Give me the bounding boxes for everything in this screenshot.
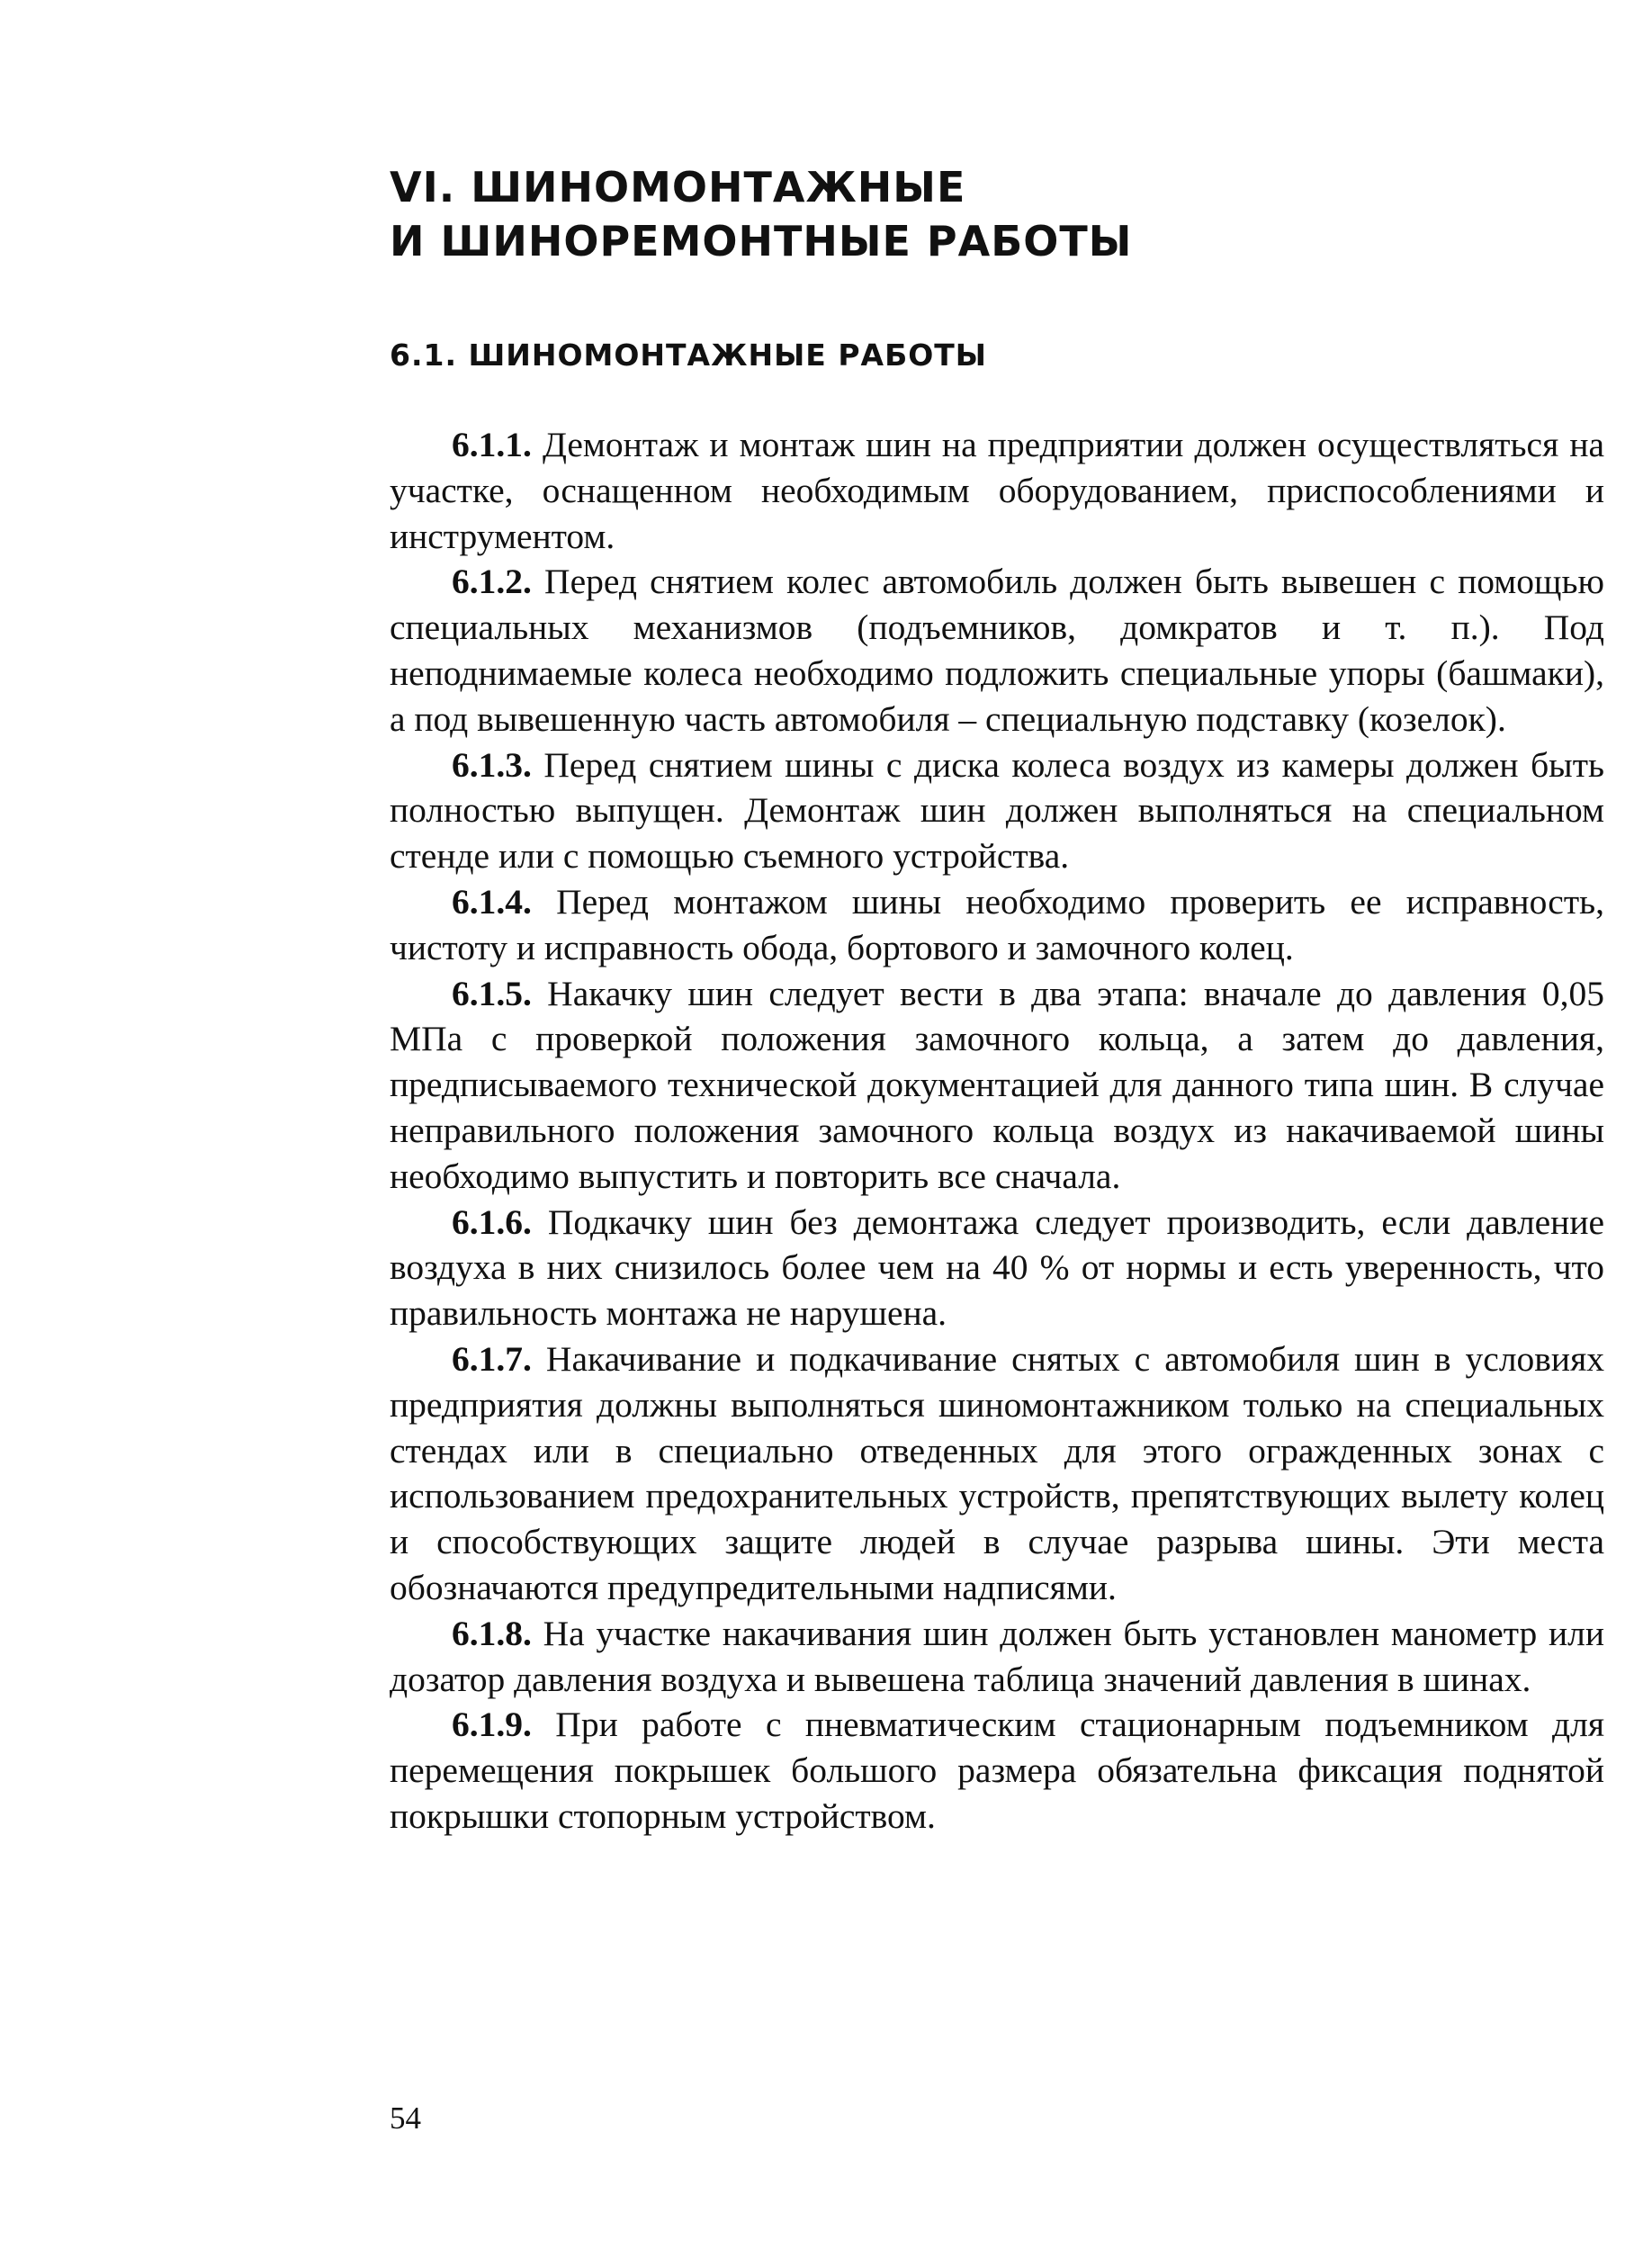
chapter-title-line-1: VI. ШИНОМОНТАЖНЫЕ xyxy=(390,163,966,211)
paragraph-number: 6.1.9. xyxy=(452,1705,532,1745)
paragraph-6-1-7 xyxy=(390,1336,1604,1611)
paragraph-text: Демонтаж и монтаж шин на предприятии должен осуществляться на участке, оснащенном необходимым оборудованием, приспособлениями и инструментом. xyxy=(390,425,1604,556)
page-number: 54 xyxy=(390,2101,421,2136)
paragraph-text: Перед снятием колес автомобиль должен быть вывешен с помощью специальных механизмов (подъемников, домкратов и т. п.). Под неподнимаемые колеса необходимо подложить специальные упоры (башмаки), а под вывешенную часть автомобиля – специальную подставку (козелок). xyxy=(390,562,1604,739)
chapter-title-line-2: И ШИНОРЕМОНТНЫЕ РАБОТЫ xyxy=(390,217,1133,265)
paragraph-6-1-2 xyxy=(390,559,1604,742)
paragraph-text: На участке накачивания шин должен быть установлен манометр или дозатор давления воздуха и вывешена таблица значений давления в шинах. xyxy=(390,1613,1604,1699)
paragraph-number: 6.1.5. xyxy=(452,973,532,1013)
paragraph-number: 6.1.4. xyxy=(452,881,532,922)
paragraph-number: 6.1.1. xyxy=(452,425,532,464)
paragraph-text: Накачку шин следует вести в два этапа: вначале до давления 0,05 МПа с проверкой положения замочного кольца, а затем до давления, предписываемого технической документацией для данного типа шин. В случае неправильного положения замочного кольца воздух из накачиваемой шины необходимо выпустить и повторить все сначала. xyxy=(390,973,1604,1196)
paragraph-text: Подкачку шин без демонтажа следует производить, если давление воздуха в них снизилось более чем на 40 % от нормы и есть уверенность, что правильность монтажа не нарушена. xyxy=(390,1201,1604,1334)
paragraph-text: При работе с пневматическим стационарным подъемником для перемещения покрышек большого размера обязательна фиксация поднятой покрышки стопорным устройством. xyxy=(390,1705,1604,1836)
paragraph-6-1-1 xyxy=(390,422,1604,559)
paragraph-6-1-3 xyxy=(390,742,1604,879)
paragraph-6-1-5 xyxy=(390,971,1604,1200)
paragraph-text: Перед снятием шины с диска колеса воздух из камеры должен быть полностью выпущен. Демонтаж шин должен выполняться на специальном стенде или с помощью съемного устройства. xyxy=(390,744,1604,877)
paragraph-number: 6.1.3. xyxy=(452,744,532,785)
paragraph-6-1-6 xyxy=(390,1200,1604,1336)
body-text xyxy=(390,422,1604,1840)
paragraph-6-1-8 xyxy=(390,1611,1604,1703)
paragraph-6-1-4 xyxy=(390,879,1604,971)
paragraph-text: Накачивание и подкачивание снятых с автомобиля шин в условиях предприятия должны выполняться шиномонтажником только на специальных стендах или в специально отведенных для этого огражденных зонах с использованием предохранительных устройств, препятствующих вылету колец и способствующих защите людей в случае разрыва шины. Эти места обозначаются предупредительными надписями. xyxy=(390,1338,1604,1607)
paragraph-number: 6.1.2. xyxy=(452,562,532,602)
paragraph-6-1-9 xyxy=(390,1702,1604,1839)
paragraph-number: 6.1.8. xyxy=(452,1613,532,1653)
section-title: 6.1. ШИНОМОНТАЖНЫЕ РАБОТЫ xyxy=(390,337,987,373)
paragraph-text: Перед монтажом шины необходимо проверить ее исправность, чистоту и исправность обода, бортового и замочного колец. xyxy=(390,881,1604,967)
paragraph-number: 6.1.7. xyxy=(452,1338,532,1379)
chapter-title xyxy=(390,160,1559,268)
paragraph-number: 6.1.6. xyxy=(452,1201,532,1242)
